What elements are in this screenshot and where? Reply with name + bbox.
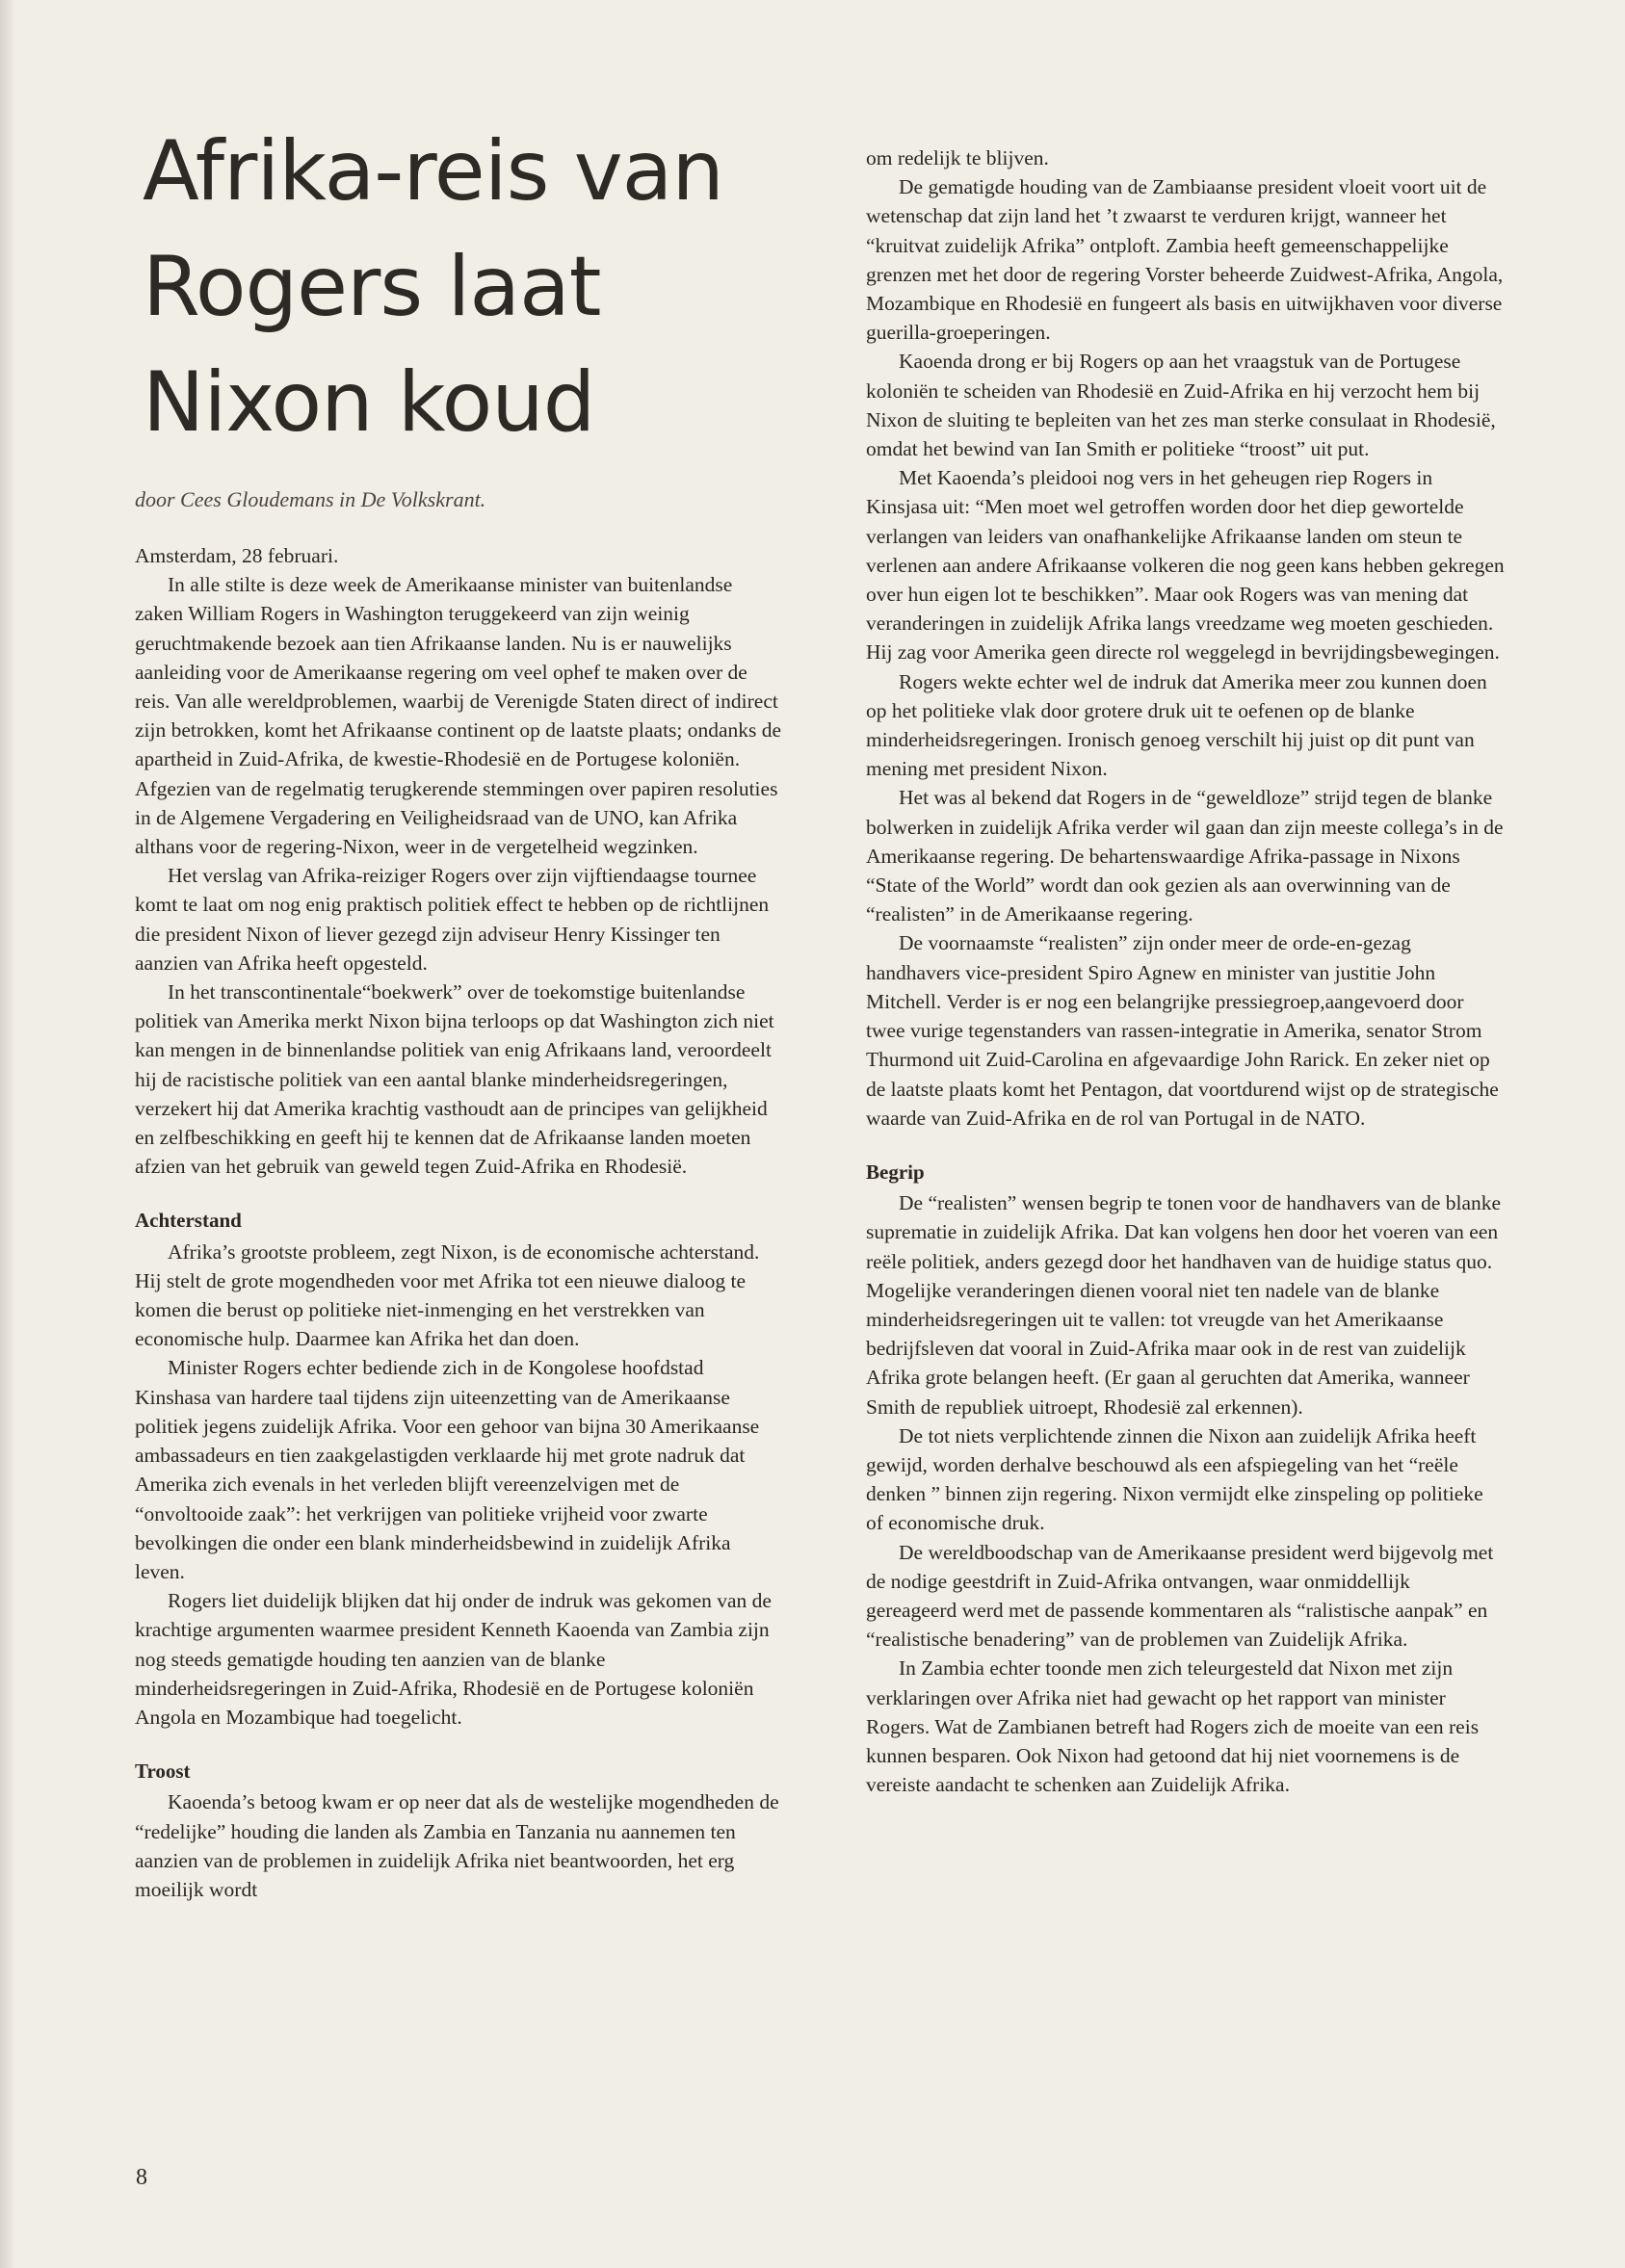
article-headline [143, 114, 721, 460]
headline-line-1: Afrika-reis van [143, 123, 723, 220]
paragraph: Minister Rogers echter bediende zich in de Kongolese hoofdstad Kinshasa van hardere taal tijdens zijn uiteenzetting van de Amerikaanse politiek jegens zuidelijk Afrika. Voor een gehoor van bijna 30 Amerikaanse ambassadeurs en tien zaakgelastigden verklaarde hij met grote nadruk dat Amerika zich evenals in het verleden blijft vereenzelvigen met de “onvoltooide zaak”: het verkrijgen van politieke vrijheid voor zwarte bevolkingen die onder een blank minderheidsbewind in zuidelijk Afrika leven. [135, 1356, 760, 1583]
dateline: Amsterdam, 28 februari. [135, 544, 339, 567]
paragraph: De wereldboodschap van de Amerikaanse president werd bijgevolg met de nodige geestdrift in Zuid-Afrika ontvangen, waar onmiddellijk gereageerd werd met de passende kommentaren als “ralistische aanpak” en “realistische benadering” van de problemen van Zuidelijk Afrika. [866, 1540, 1494, 1652]
subhead-achterstand: Achterstand [135, 1209, 242, 1233]
left-column [135, 541, 782, 1904]
page-number: 8 [136, 2165, 147, 2190]
paragraph: De gematigde houding van de Zambiaanse president vloeit voort uit de wetenschap dat zijn land het ’t zwaarst te verduren krijgt, wanneer het “kruitvat zuidelijk Afrika” ontploft. Zambia heeft gemeenschappelijke grenzen met het door de regering Vorster beheerde Zuidwest-Afrika, Angola, Mozambique en Rhodesië en fungeert als basis en uitwijkhaven voor diverse guerilla-groeperingen. [866, 175, 1504, 345]
page-spine-shadow [0, 0, 13, 2268]
byline: door Cees Gloudemans in De Volkskrant. [135, 487, 486, 511]
paragraph: Het was al bekend dat Rogers in de “geweldloze” strijd tegen de blanke bolwerken in zuidelijk Afrika verder wil gaan dan zijn meeste collega’s in de Amerikaanse regering. De behartenswaardige Afrika-passage in Nixons “State of the World” wordt dan ook gezien als aan overwinning van de “realisten” in de Amerikaanse regering. [866, 786, 1504, 926]
paragraph: Kaoenda’s betoog kwam er op neer dat als de westelijke mogendheden de “redelijke” houding die landen als Zambia en Tanzania nu aannemen ten aanzien van de problemen in zuidelijk Afrika niet beantwoorden, het erg moeilijk wordt [135, 1790, 779, 1901]
paragraph: In Zambia echter toonde men zich teleurgesteld dat Nixon met zijn verklaringen over Afrika niet had gewacht op het rapport van minister Rogers. Wat de Zambianen betreft had Rogers zich de moeite van een reis kunnen besparen. Ook Nixon had getoond dat hij niet voornemens is de vereiste aandacht te schenken aan Zuidelijk Afrika. [866, 1656, 1480, 1797]
paragraph: De tot niets verplichtende zinnen die Nixon aan zuidelijk Afrika heeft gewijd, worden derhalve beschouwd als een afspiegeling van het “reële denken ” binnen zijn regering. Nixon vermijdt elke zinspeling op politieke of economische druk. [866, 1423, 1483, 1535]
headline-line-3: Nixon koud [143, 354, 595, 451]
continuation-line: om redelijk te blijven. [866, 146, 1049, 169]
paragraph: Kaoenda drong er bij Rogers op aan het vraagstuk van de Portugese koloniën te scheiden van Rhodesië en Zuid-Afrika en hij verzocht hem bij Nixon de sluiting te bepleiten van het zes man sterke consulaat in Rhodesië, omdat het bewind van Ian Smith er politieke “troost” uit put. [866, 350, 1496, 461]
paragraph: Rogers wekte echter wel de indruk dat Amerika meer zou kunnen doen op het politieke vlak door grotere druk uit te oefenen op de blanke minderheidsregeringen. Ironisch genoeg verschilt hij juist op dit punt van mening met president Nixon. [866, 669, 1487, 781]
paragraph: Rogers liet duidelijk blijken dat hij onder de indruk was gekomen van de krachtige argumenten waarmee president Kenneth Kaoenda van Zambia zijn nog steeds gematigde houding ten aanzien van de blanke minderheidsregeringen in Zuid-Afrika, Rhodesië en de Portugese koloniën Angola en Mozambique had toegelicht. [135, 1589, 772, 1729]
subhead-troost: Troost [135, 1760, 191, 1784]
paragraph: De “realisten” wensen begrip te tonen voor de handhavers van de blanke suprematie in zuidelijk Afrika. Dat kan volgens hen door het voeren van een reële politiek, anders gezegd door het handhaven van de huidige status quo. Mogelijke veranderingen dienen vooral niet ten nadele van de blanke minderheidsregeringen uit te vallen: tot vreugde van het Amerikaanse bedrijfsleven dat vooral in Zuid-Afrika maar ook in de rest van zuidelijk Afrika grote belangen heeft. (Er gaan al geruchten dat Amerika, wanneer Smith de republiek uitroept, Rhodesië zal erkennen). [866, 1191, 1502, 1419]
paragraph: In alle stilte is deze week de Amerikaanse minister van buitenlandse zaken William Rogers in Washington teruggekeerd van zijn weinig geruchtmakende bezoek aan tien Afrikaanse landen. Nu is er nauwelijks aanleiding voor de Amerikaanse regering om veel ophef te maken over de reis. Van alle wereldproblemen, waarbij de Verenigde Staten direct of indirect zijn betrokken, komt het Afrikaanse continent op de laatste plaats; ondanks de apartheid in Zuid-Afrika, de kwestie-Rhodesië en de Portugese koloniën. Afgezien van de regelmatig terugkerende stemmingen over papiren resoluties in de Algemene Vergadering en Veiligheidsraad van de UNO, kan Afrika althans voor de regering-Nixon, weer in de vergetelheid wegzinken. [135, 573, 782, 859]
subhead-begrip: Begrip [866, 1160, 925, 1184]
paragraph: Het verslag van Afrika-reiziger Rogers over zijn vijftiendaagse tournee komt te laat om nog enig praktisch politiek effect te hebben op de richtlijnen die president Nixon of liever gezegd zijn adviseur Henry Kissinger ten aanzien van Afrika heeft opgesteld. [135, 864, 770, 975]
paragraph: In het transcontinentale“boekwerk” over de toekomstige buitenlandse politiek van Amerika merkt Nixon bijna terloops op dat Washington zich niet kan mengen in de binnenlandse politiek van enig Afrikaans land, veroordeelt hij de racistische politiek van een aantal blanke minderheidsregeringen, verzekert hij dat Amerika krachtig vasthoudt aan de principes van gelijkheid en zelfbeschikking en geeft hij te kennen dat de Afrikaanse landen moeten afzien van het gebruik van geweld tegen Zuid-Afrika en Rhodesië. [135, 980, 774, 1179]
paragraph: Met Kaoenda’s pleidooi nog vers in het geheugen riep Rogers in Kinsjasa uit: “Men moet wel getroffen worden door het diep gewortelde verlangen van leiders van onafhankelijke Afrikaanse landen om steun te verlenen aan andere Afrikaanse volkeren die nog geen kans hebben gekregen over hun eigen lot te beschikken”. Maar ook Rogers was van mening dat veranderingen in zuidelijk Afrika langs vreedzame weg moeten geschieden. Hij zag voor Amerika geen directe rol weggelegd in bevrijdingsbewegingen. [866, 466, 1505, 665]
headline-line-2: Rogers laat [143, 239, 601, 335]
paragraph: Afrika’s grootste probleem, zegt Nixon, is de economische achterstand. Hij stelt de grote mogendheden voor met Afrika tot een nieuwe dialoog te komen die berust op politieke niet-inmenging en het verstrekken van economische hulp. Daarmee kan Afrika het dan doen. [135, 1239, 760, 1351]
right-column [866, 143, 1505, 1799]
paragraph: De voornaamste “realisten” zijn onder meer de orde-en-gezag handhavers vice-president Spiro Agnew en minister van justitie John Mitchell. Verder is er nog een belangrijke pressiegroep,aangevoerd door twee vurige tegenstanders van rassen-integratie in Amerika, senator Strom Thurmond uit Zuid-Carolina en afgevaardige John Rarick. En zeker niet op de laatste plaats komt het Pentagon, dat voortdurend wijst op de strategische waarde van Zuid-Afrika en de rol van Portugal in de NATO. [866, 931, 1499, 1130]
